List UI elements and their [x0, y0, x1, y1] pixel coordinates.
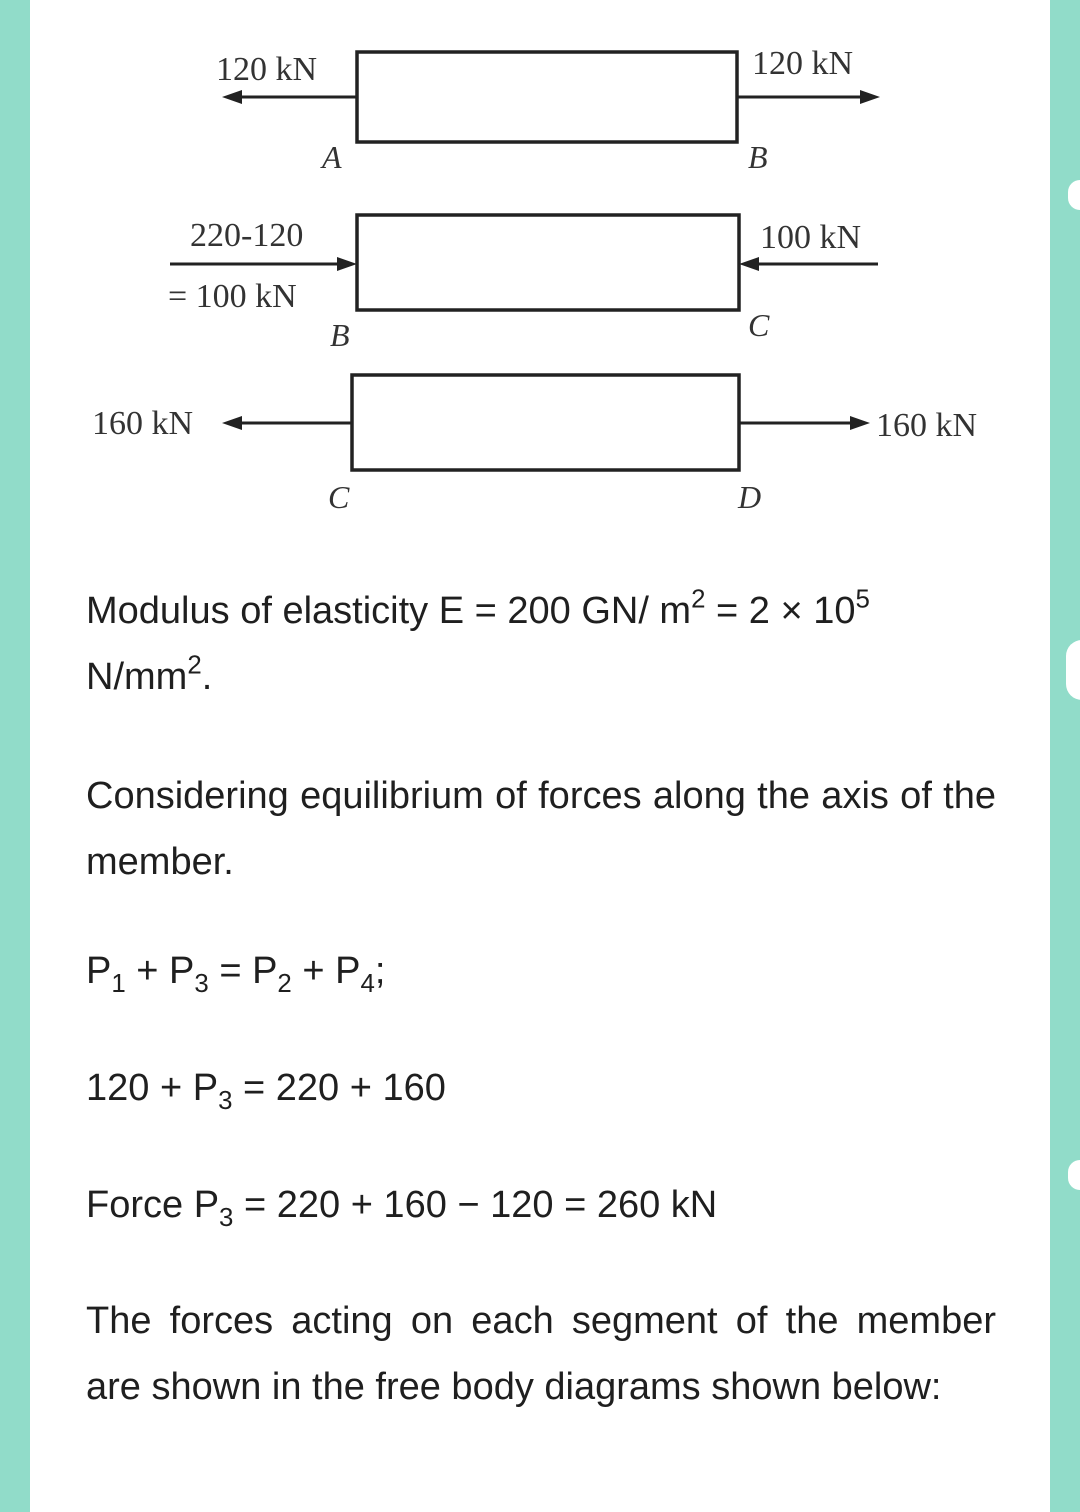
arrow-head-right	[860, 90, 880, 104]
equilibrium-paragraph: Considering equilibrium of forces along the axis of the member.	[86, 775, 996, 883]
equation-sum: $P_1 + P_3 = P_2 + P_4$;	[86, 950, 386, 999]
segment-bc-bar	[357, 215, 739, 310]
point-label-b: B	[748, 139, 768, 175]
segment-cd-diagram	[92, 375, 977, 515]
arrow-head-left	[222, 90, 242, 104]
arrow-head-right	[850, 416, 870, 430]
point-label-d: D	[738, 479, 762, 515]
segment-bc-diagram	[168, 215, 878, 353]
force-label-right: 100 kN	[760, 219, 862, 256]
segment-cd-bar	[352, 375, 739, 470]
point-label-a: A	[322, 139, 342, 175]
point-label-b: B	[330, 317, 350, 353]
equation-substitution: $120 + P_3 = 220 + 160$	[86, 1067, 446, 1116]
arrow-head-left	[337, 257, 357, 271]
side-tool-handle[interactable]	[1066, 640, 1080, 700]
force-label-right: 120 kN	[752, 45, 854, 82]
arrow-head-right	[739, 257, 759, 271]
point-label-c: C	[748, 307, 770, 343]
force-label-left-line1: 220-120	[190, 217, 304, 254]
segment-ab-diagram	[216, 45, 880, 175]
segment-ab-bar	[357, 52, 737, 142]
arrow-head-left	[222, 416, 242, 430]
force-label-left: 120 kN	[216, 51, 318, 88]
force-label-right: 160 kN	[876, 407, 978, 444]
free-body-diagrams	[0, 0, 1080, 540]
force-label-left: 160 kN	[92, 405, 194, 442]
force-label-left-line2: = 100 kN	[168, 278, 297, 315]
modulus-paragraph: Modulus of elasticity E = 200 GN/ $m^2 = 2 \times 10^5$ $N/mm^2$.	[86, 585, 870, 698]
equation-result: Force $P_3 = 220 + 160 - 120 = 260$ kN	[86, 1184, 718, 1233]
side-scroll-handle[interactable]	[1068, 1160, 1080, 1190]
free-body-paragraph: The forces acting on each segment of the member are shown in the free body diagrams shown below:	[86, 1300, 996, 1408]
point-label-c: C	[328, 479, 350, 515]
